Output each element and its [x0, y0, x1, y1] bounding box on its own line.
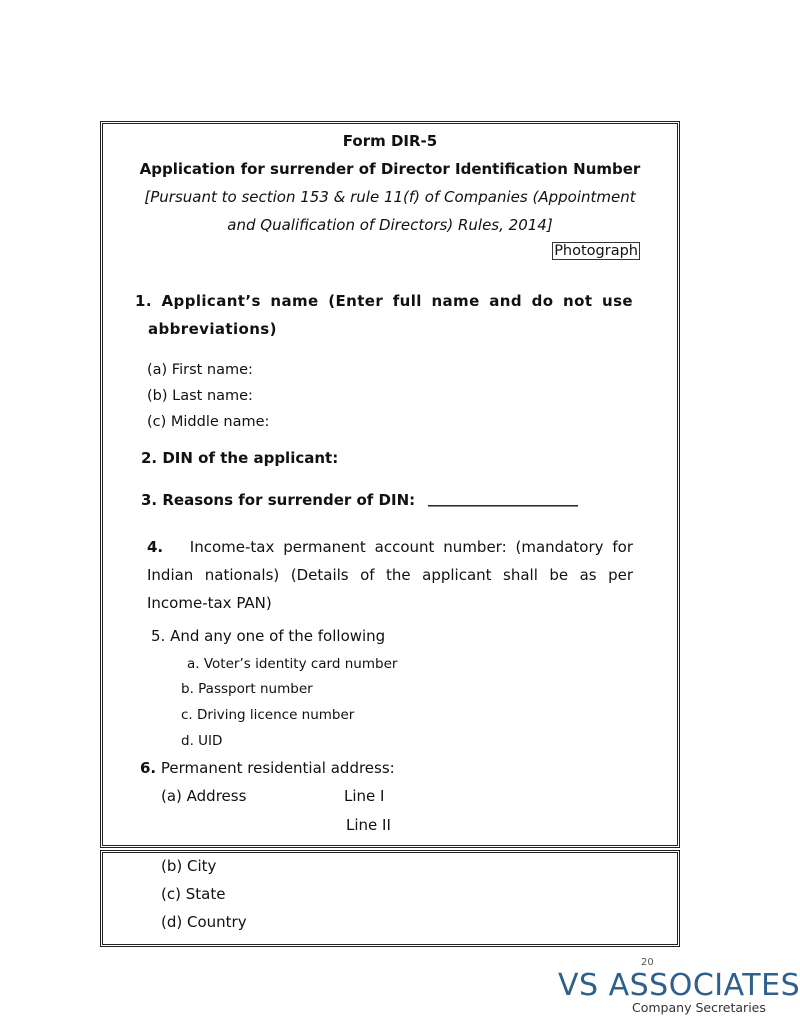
logo-subtitle: Company Secretaries	[632, 1000, 766, 1015]
section-4-number: 4.	[147, 538, 164, 556]
last-name-label: (b) Last name:	[147, 388, 253, 404]
first-name-label: (a) First name:	[147, 362, 253, 378]
form-box-main	[100, 121, 680, 848]
form-title: Form DIR-5	[342, 132, 438, 150]
section-4-line-1	[147, 538, 633, 556]
section-6-title-text: Permanent residential address:	[156, 759, 395, 777]
passport-item: b. Passport number	[181, 681, 313, 697]
form-box-continued	[100, 850, 680, 947]
state-label: (c) State	[161, 885, 226, 903]
section-4-line-2: Indian nationals) (Details of the applicant shall be as per	[147, 566, 633, 584]
form-heading: Application for surrender of Director Identification Number	[139, 160, 641, 178]
section-1-title-line-2: abbreviations)	[148, 320, 277, 338]
page-number: 20	[641, 957, 654, 968]
section-2-title: 2. DIN of the applicant:	[141, 449, 339, 467]
driving-licence-item: c. Driving licence number	[181, 707, 355, 723]
section-5-title: 5. And any one of the following	[151, 627, 386, 645]
middle-name-label: (c) Middle name:	[147, 414, 270, 430]
voter-id-item: a. Voter’s identity card number	[187, 656, 398, 672]
vs-associates-logo	[558, 968, 800, 1016]
city-label: (b) City	[161, 857, 217, 875]
section-6-title	[140, 759, 395, 777]
section-1-title-line-1: 1. Applicant’s name (Enter full name and do not use	[135, 292, 633, 310]
photograph-box: Photograph	[554, 243, 638, 259]
logo-name: VS ASSOCIATES	[558, 968, 800, 1003]
address-line-2-label: Line II	[346, 816, 391, 834]
pursuant-line-2: and Qualification of Directors) Rules, 2014]	[227, 216, 553, 234]
section-4-line-3: Income-tax PAN)	[147, 594, 272, 612]
pursuant-line-1: [Pursuant to section 153 & rule 11(f) of Companies (Appointment	[144, 188, 636, 206]
country-label: (d) Country	[161, 913, 247, 931]
uid-item: d. UID	[181, 733, 223, 749]
section-4-line-1-text: Income-tax permanent account number: (mandatory for	[189, 538, 633, 556]
section-3-blank: ____________________	[428, 489, 578, 507]
address-line-1-label: Line I	[344, 787, 385, 805]
section-3-title: 3. Reasons for surrender of DIN:	[141, 491, 416, 509]
section-6-number: 6.	[140, 759, 157, 777]
address-label: (a) Address	[161, 787, 247, 805]
